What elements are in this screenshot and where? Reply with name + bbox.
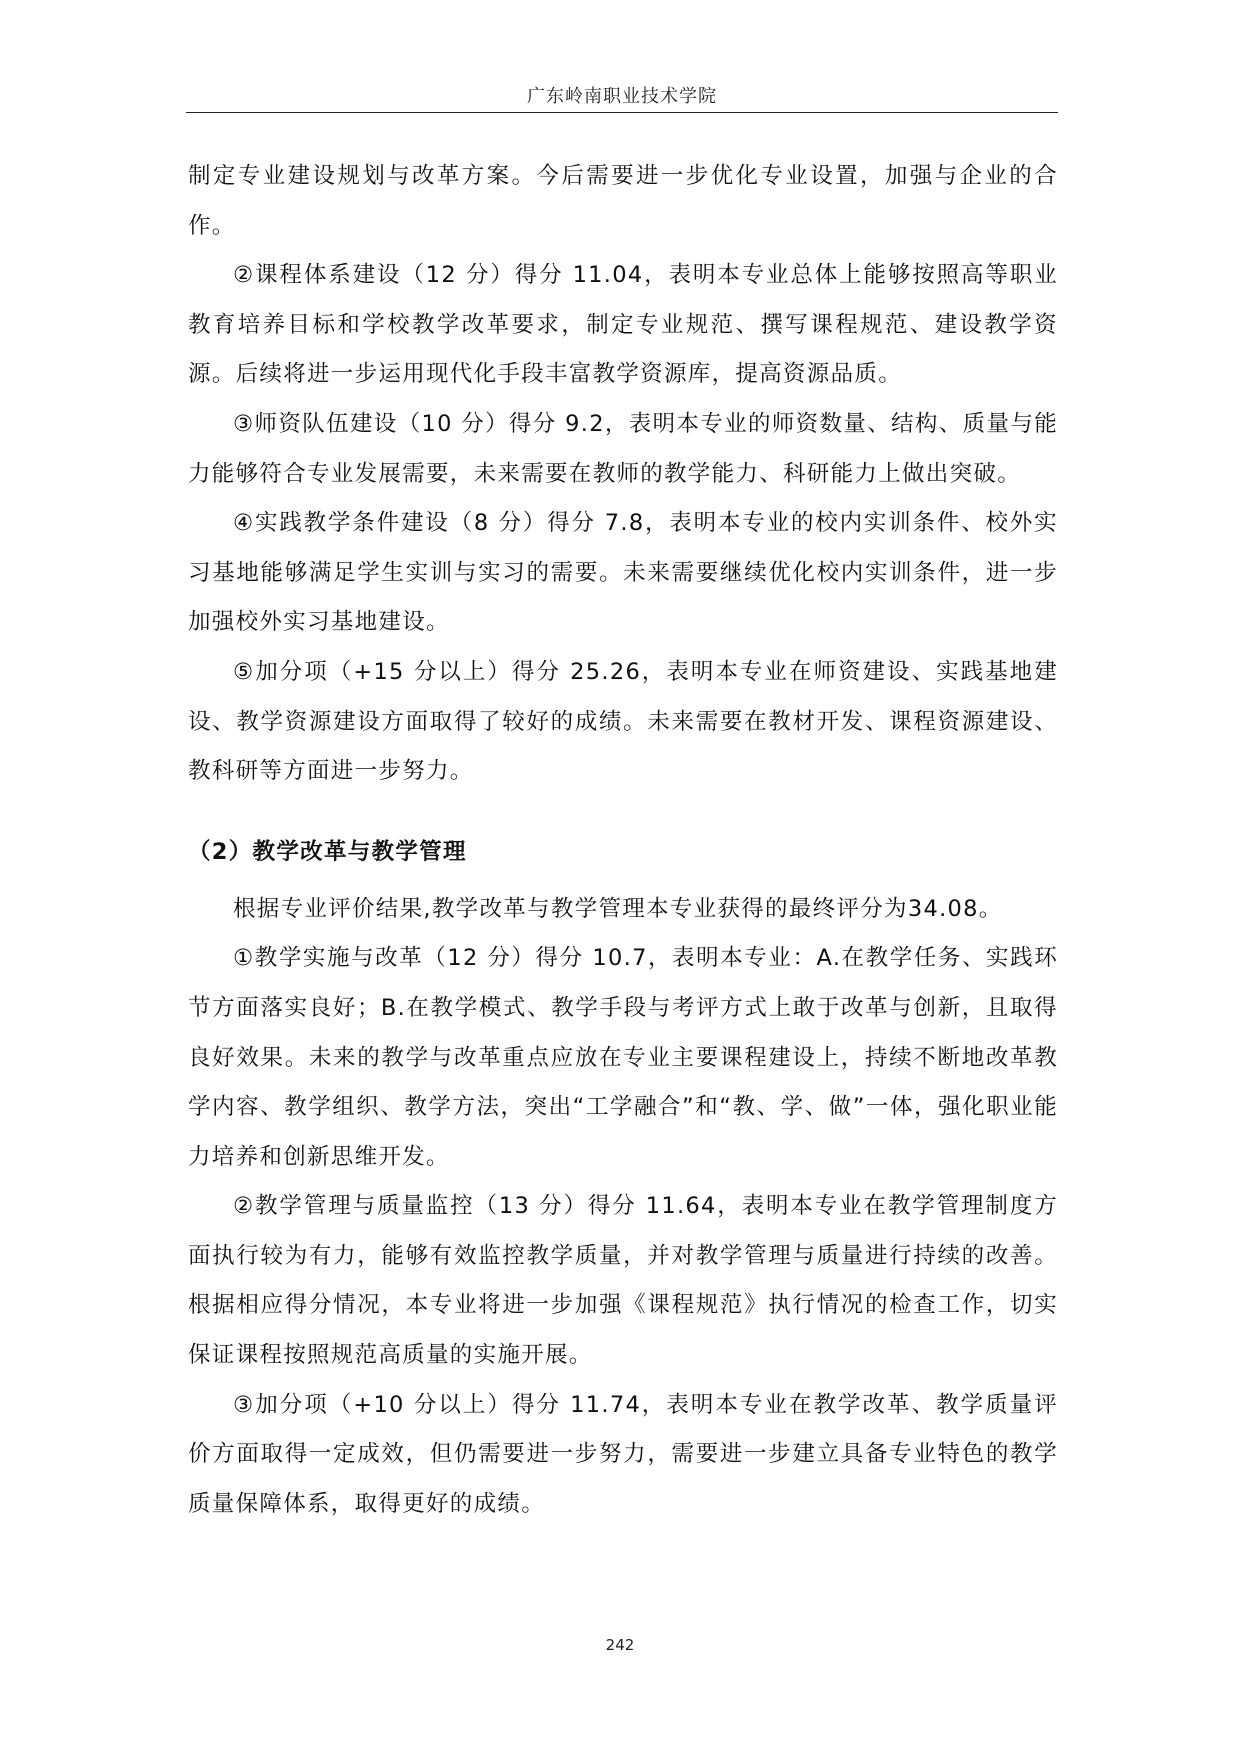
paragraph-practice-conditions: ④实践教学条件建设（8 分）得分 7.8，表明本专业的校内实训条件、校外实习基地能够满足学生实训与实习的需要。未来需要继续优化校内实训条件，进一步加强校外实习基地建设。 bbox=[188, 510, 1058, 636]
paragraph-bonus-items: ⑤加分项（+15 分以上）得分 25.26，表明本专业在师资建设、实践基地建设、教学资源建设方面取得了较好的成绩。未来需要在教材开发、课程资源建设、教科研等方面进一步努力。 bbox=[188, 658, 1058, 785]
paragraph-evaluation-result: 根据专业评价结果,教学改革与教学管理本专业获得的最终评分为34.08。 bbox=[233, 895, 1003, 922]
document-body bbox=[188, 152, 1058, 1529]
page-number: 242 bbox=[605, 1636, 635, 1654]
paragraph-quality-monitoring: ②教学管理与质量监控（13 分）得分 11.64，表明本专业在教学管理制度方面执行较为有力，能够有效监控教学质量，并对教学管理与质量进行持续的改善。根据相应得分情况，本专业将进一步加强《课程规范》执行情况的检查工作，切实保证课程按照规范高质量的实施开展。 bbox=[188, 1193, 1058, 1369]
paragraph-faculty-team: ③师资队伍建设（10 分）得分 9.2，表明本专业的师资数量、结构、质量与能力能够符合专业发展需要，未来需要在教师的教学能力、科研能力上做出突破。 bbox=[188, 410, 1058, 487]
paragraph-bonus-reform: ③加分项（+10 分以上）得分 11.74，表明本专业在教学改革、教学质量评价方面取得一定成效，但仍需要进一步努力，需要进一步建立具备专业特色的教学质量保障体系，取得更好的成绩。 bbox=[188, 1391, 1058, 1517]
paragraph-continuation: 制定专业建设规划与改革方案。今后需要进一步优化专业设置，加强与企业的合作。 bbox=[188, 163, 1058, 239]
paragraph-teaching-implementation: ①教学实施与改革（12 分）得分 10.7，表明本专业：A.在教学任务、实践环节方面落实良好；B.在教学模式、教学手段与考评方式上敢于改革与创新，且取得良好效果。未来的教学与改革重点应放在专业主要课程建设上，持续不断地改革教学内容、教学组织、教学方法，突出“工学融合”和“教、学、做”一体，强化职业能力培养和创新思维开发。 bbox=[188, 945, 1058, 1170]
header-divider bbox=[186, 112, 1058, 113]
page-header-title: 广东岭南职业技术学院 bbox=[527, 86, 717, 107]
paragraph-curriculum-system: ②课程体系建设（12 分）得分 11.04，表明本专业总体上能够按照高等职业教育培养目标和学校教学改革要求，制定专业规范、撰写课程规范、建设教学资源。后续将进一步运用现代化手段丰富教学资源库，提高资源品质。 bbox=[188, 262, 1058, 388]
section-heading-teaching-reform: （2）教学改革与教学管理 bbox=[188, 838, 467, 865]
